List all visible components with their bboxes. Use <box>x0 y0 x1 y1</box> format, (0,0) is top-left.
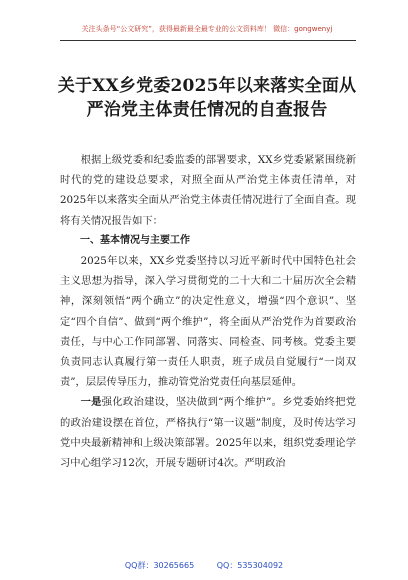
document-body <box>60 150 356 473</box>
point-text: 强化政治建设，坚决做到“两个维护”。乡党委始终把党的政治建设摆在首位，严格执行“第一议题”制度，及时传达学习党中央最新精神和上级决策部署。2025年以来，组织党委理论学习中心组学习12次，开展专题研讨4次。严明政治 <box>60 396 357 470</box>
point-lead: 一是 <box>80 396 102 409</box>
section-paragraph: 2025年以来，XX乡党委坚持以习近平新时代中国特色社会主义思想为指导，深入学习贯彻党的二十大和二十届历次全会精神，深刻领悟“两个确立”的决定性意义，增强“四个意识”、坚定“四个自信”、做到“两个维护”，将全面从严治党作为首要政治责任，与中心工作同部署、同落实、同检查、同考核。党委主要负责同志认真履行第一责任人职责，班子成员自觉履行“一岗双责”，层层传导压力，推动管党治党责任向基层延伸。 <box>60 255 356 389</box>
title-line-1: 关于XX乡党委2025年以来落实全面从 <box>57 76 357 96</box>
point-paragraph <box>60 392 356 473</box>
footer <box>0 560 408 571</box>
document-title <box>56 74 358 122</box>
footer-qq-group: QQ群：30265665 <box>124 561 195 570</box>
section-heading: 一、基本情况与主要工作 <box>80 234 190 246</box>
header-divider <box>60 40 356 41</box>
intro-paragraph: 根据上级党委和纪委监委的部署要求，XX乡党委紧紧围绕新时代的党的建设总要求，对照全面从严治党主体责任清单，对2025年以来落实全面从严治党主体责任情况进行了全面自查。现将有关情况报告如下： <box>60 154 356 227</box>
header-banner: 关注头条号“公文研究”，获得最新最全最专业的公文资料库！ 微信：gongwenyj <box>81 25 333 33</box>
footer-qq: QQ：535304092 <box>216 561 284 570</box>
title-line-2: 严治党主体责任情况的自查报告 <box>86 100 328 120</box>
